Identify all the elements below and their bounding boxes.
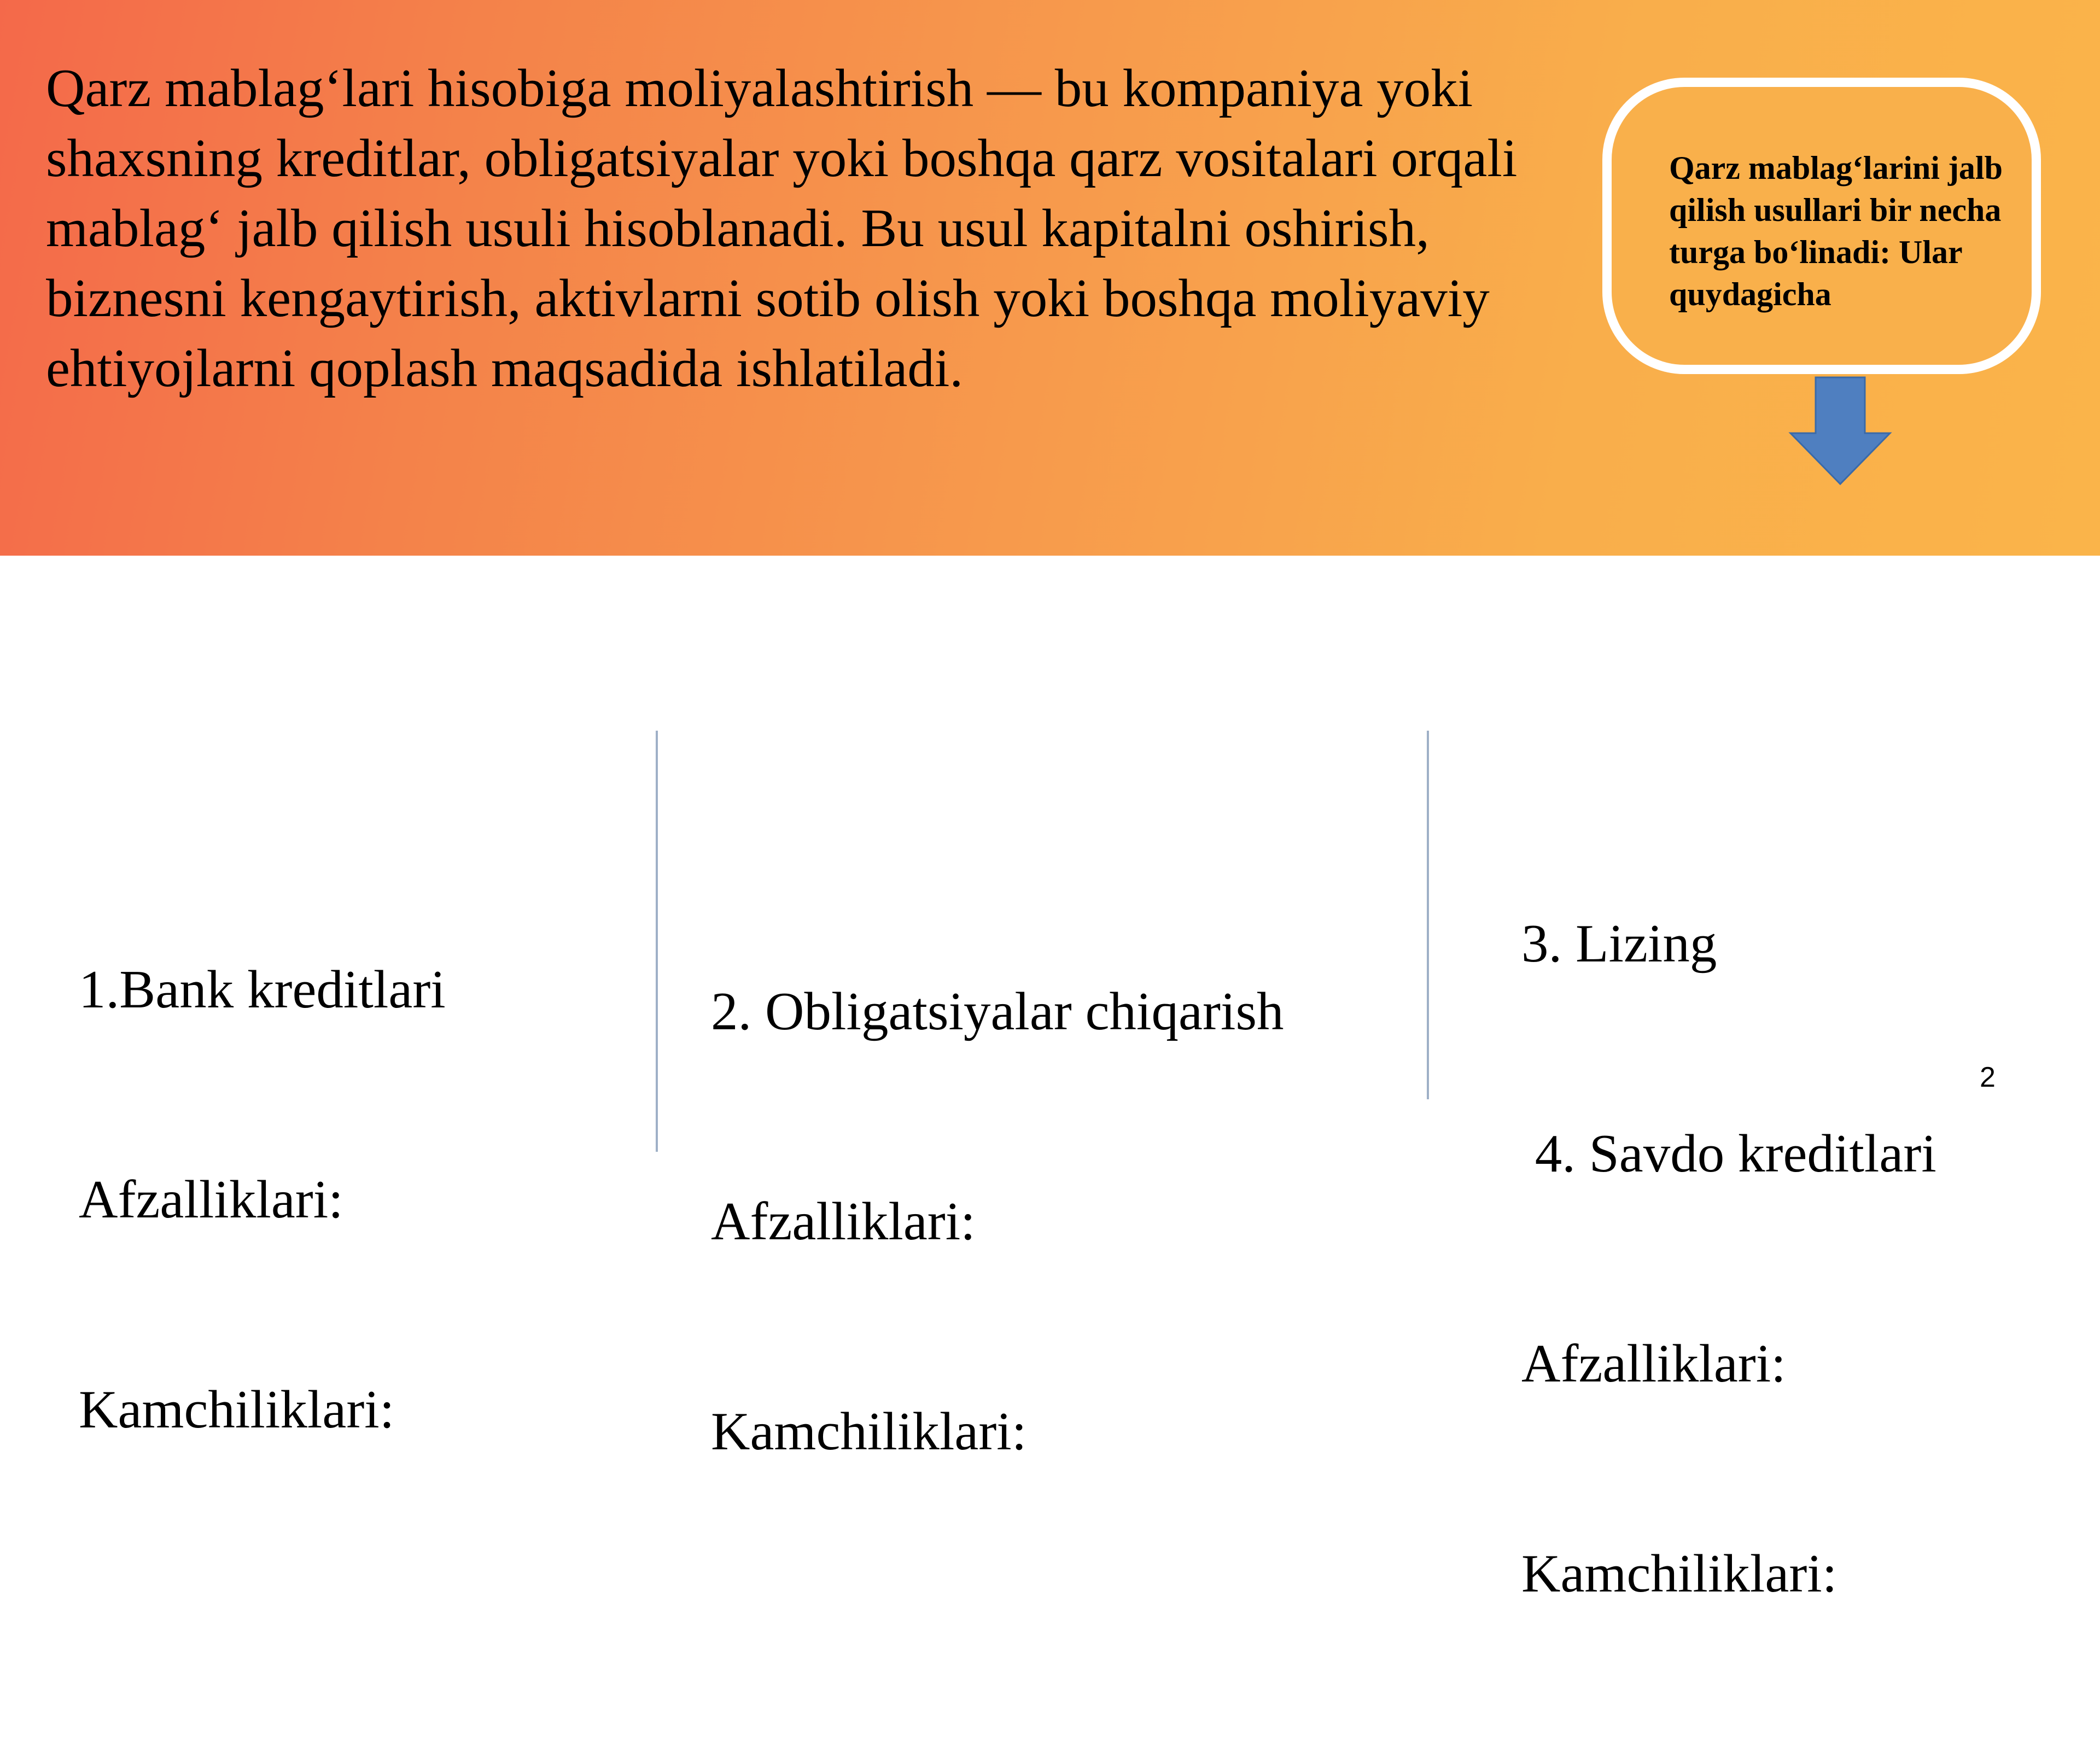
column-heading: 2. Obligatsiyalar chiqarish — [711, 982, 1284, 1041]
disadvantages-label: Kamchiliklari: — [1521, 1544, 1838, 1604]
column-subheading: 4. Savdo kreditlari — [1521, 1124, 1936, 1184]
column-divider — [1427, 731, 1429, 1099]
arrow-down-icon — [1789, 376, 1891, 486]
column-heading: 3. Lizing — [1521, 914, 1717, 973]
advantages-label: Afzalliklari: — [1521, 1334, 1786, 1394]
column-bonds — [711, 837, 1284, 1607]
column-bank-credits — [79, 815, 446, 1585]
advantages-label: Afzalliklari: — [711, 1192, 976, 1251]
callout-text: Qarz mablag‘larini jalb qilish usullari bir necha turga bo‘linadi: Ular quydagicha — [1669, 150, 2003, 312]
advantages-label: Afzalliklari: — [79, 1170, 343, 1229]
column-divider — [656, 731, 658, 1152]
disadvantages-label: Kamchiliklari: — [79, 1380, 395, 1439]
column-heading: 1.Bank kreditlari — [79, 960, 446, 1019]
header-banner — [0, 0, 2100, 556]
column-leasing-trade-credits — [1521, 769, 1936, 1749]
intro-paragraph: Qarz mablag‘lari hisobiga moliyalashtirish — bu kompaniya yoki shaxsning kreditlar, obligatsiyalar yoki boshqa qarz vositalari orqali mablag‘ jalb qilish usuli hisoblanadi. Bu usul kapitalni oshirish, biznesni kengaytirish, aktivlarni sotib olish yoki boshqa moliyaviy ehtiyojlarni qoplash maqsadida ishlatiladi. — [46, 59, 1518, 398]
disadvantages-label: Kamchiliklari: — [711, 1402, 1027, 1461]
callout-bubble — [1602, 78, 2041, 374]
page-number: 2 — [1980, 1062, 1996, 1093]
